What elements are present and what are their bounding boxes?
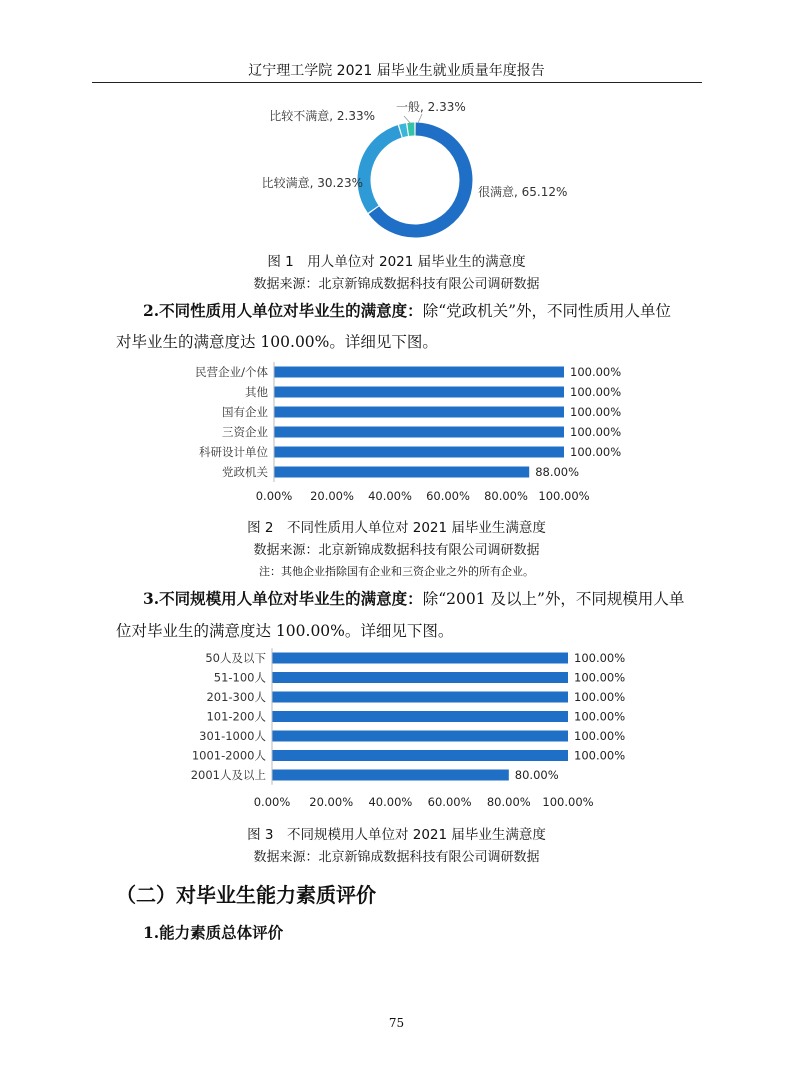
- value-label: 100.00%: [574, 748, 626, 763]
- category-label: 1001-2000人: [191, 748, 266, 763]
- bar-chart-unit-size-marks: [191, 648, 626, 809]
- section3-text1: 除“2001 及以上”外，不同规模用人单: [422, 590, 685, 608]
- section2-heading: 2.不同性质用人单位对毕业生的满意度：: [143, 301, 423, 320]
- donut-label-neutral: 一般, 2.33%: [396, 100, 466, 114]
- tick-label: 80.00%: [486, 795, 531, 809]
- bar: [272, 672, 568, 683]
- value-label: 100.00%: [574, 729, 626, 743]
- donut-slice-1: [364, 131, 400, 209]
- bar: [274, 367, 564, 378]
- header-rule: [92, 82, 702, 83]
- value-label: 100.00%: [574, 670, 626, 685]
- tick-label: 40.00%: [368, 489, 412, 503]
- section-ii-heading: （二）对毕业生能力素质评价: [116, 883, 376, 907]
- figure3-source: 数据来源：北京新锦成数据科技有限公司调研数据: [253, 850, 540, 865]
- bar-chart-unit-size: [180, 645, 640, 815]
- tick-label: 60.00%: [427, 795, 472, 809]
- bar: [274, 467, 529, 478]
- category-label: 国有企业: [222, 405, 268, 419]
- donut-chart: [230, 92, 590, 242]
- value-label: 88.00%: [535, 465, 580, 479]
- bar: [272, 653, 568, 664]
- category-label: 三资企业: [222, 425, 268, 439]
- category-label: 其他: [245, 385, 268, 399]
- value-label: 80.00%: [514, 768, 559, 782]
- value-label: 100.00%: [574, 651, 626, 665]
- tick-label: 20.00%: [309, 795, 354, 809]
- section3-line2: 位对毕业生的满意度达 100.00%。详细见下图。: [116, 622, 454, 640]
- value-label: 100.00%: [570, 365, 622, 379]
- bar: [274, 387, 564, 398]
- figure2-caption: 图 2 不同性质用人单位对 2021 届毕业生满意度: [247, 520, 546, 536]
- tick-label: 80.00%: [484, 489, 528, 503]
- bar: [274, 447, 564, 458]
- tick-label: 100.00%: [542, 795, 594, 809]
- donut-label-dissatisfied: 比较不满意, 2.33%: [269, 109, 375, 123]
- donut-label-satisfied: 比较满意, 30.23%: [261, 176, 363, 190]
- section2-line1: [143, 298, 723, 324]
- tick-label: 20.00%: [310, 489, 354, 503]
- leader-line-2: [418, 114, 422, 123]
- section2-line2: 对毕业生的满意度达 100.00%。详细见下图。: [116, 333, 438, 351]
- page-header: 辽宁理工学院 2021 届毕业生就业质量年度报告: [248, 63, 545, 79]
- donut-label-very-satisfied: 很满意, 65.12%: [478, 185, 568, 199]
- value-label: 100.00%: [570, 445, 622, 459]
- value-label: 100.00%: [574, 690, 626, 704]
- section3-line1: [143, 586, 723, 612]
- category-label: 民营企业/个体: [195, 365, 268, 379]
- bar: [272, 711, 568, 722]
- section3-heading: 3.不同规模用人单位对毕业生的满意度：: [143, 589, 423, 608]
- leader-line-1: [404, 116, 411, 124]
- donut-slice-2: [401, 130, 407, 131]
- bar: [272, 692, 568, 703]
- category-label: 党政机关: [222, 465, 268, 479]
- value-label: 100.00%: [570, 405, 622, 419]
- category-label: 51-100人: [213, 670, 266, 685]
- bar: [272, 750, 568, 761]
- category-label: 2001人及以上: [190, 768, 266, 782]
- category-label: 50人及以下: [205, 651, 266, 665]
- section2-text1: 除“党政机关”外，不同性质用人单位: [422, 302, 672, 320]
- tick-label: 100.00%: [538, 489, 590, 503]
- value-label: 100.00%: [570, 425, 622, 439]
- tick-label: 60.00%: [426, 489, 470, 503]
- bar: [272, 770, 509, 781]
- value-label: 100.00%: [570, 385, 622, 399]
- donut-slices: [364, 129, 466, 231]
- bar-chart-unit-type-marks: [195, 362, 621, 503]
- tick-label: 0.00%: [253, 795, 291, 809]
- bar: [274, 427, 564, 438]
- category-label: 301-1000人: [199, 729, 266, 743]
- category-label: 101-200人: [206, 709, 266, 724]
- category-label: 科研设计单位: [199, 445, 268, 459]
- value-label: 100.00%: [574, 709, 626, 724]
- figure2-source: 数据来源：北京新锦成数据科技有限公司调研数据: [253, 543, 540, 558]
- figure1-caption: 图 1 用人单位对 2021 届毕业生的满意度: [267, 254, 526, 270]
- bar: [274, 407, 564, 418]
- figure1-source: 数据来源：北京新锦成数据科技有限公司调研数据: [253, 277, 540, 292]
- figure2-note: 注：其他企业指除国有企业和三资企业之外的所有企业。: [259, 565, 534, 578]
- page-number: 75: [388, 1016, 405, 1030]
- bar-chart-unit-type: [180, 360, 640, 510]
- tick-label: 40.00%: [368, 795, 413, 809]
- bar: [272, 731, 568, 742]
- category-label: 201-300人: [206, 690, 266, 704]
- tick-label: 0.00%: [255, 489, 293, 503]
- figure3-caption: 图 3 不同规模用人单位对 2021 届毕业生满意度: [247, 827, 546, 843]
- subsection1-heading: 1.能力素质总体评价: [143, 923, 284, 942]
